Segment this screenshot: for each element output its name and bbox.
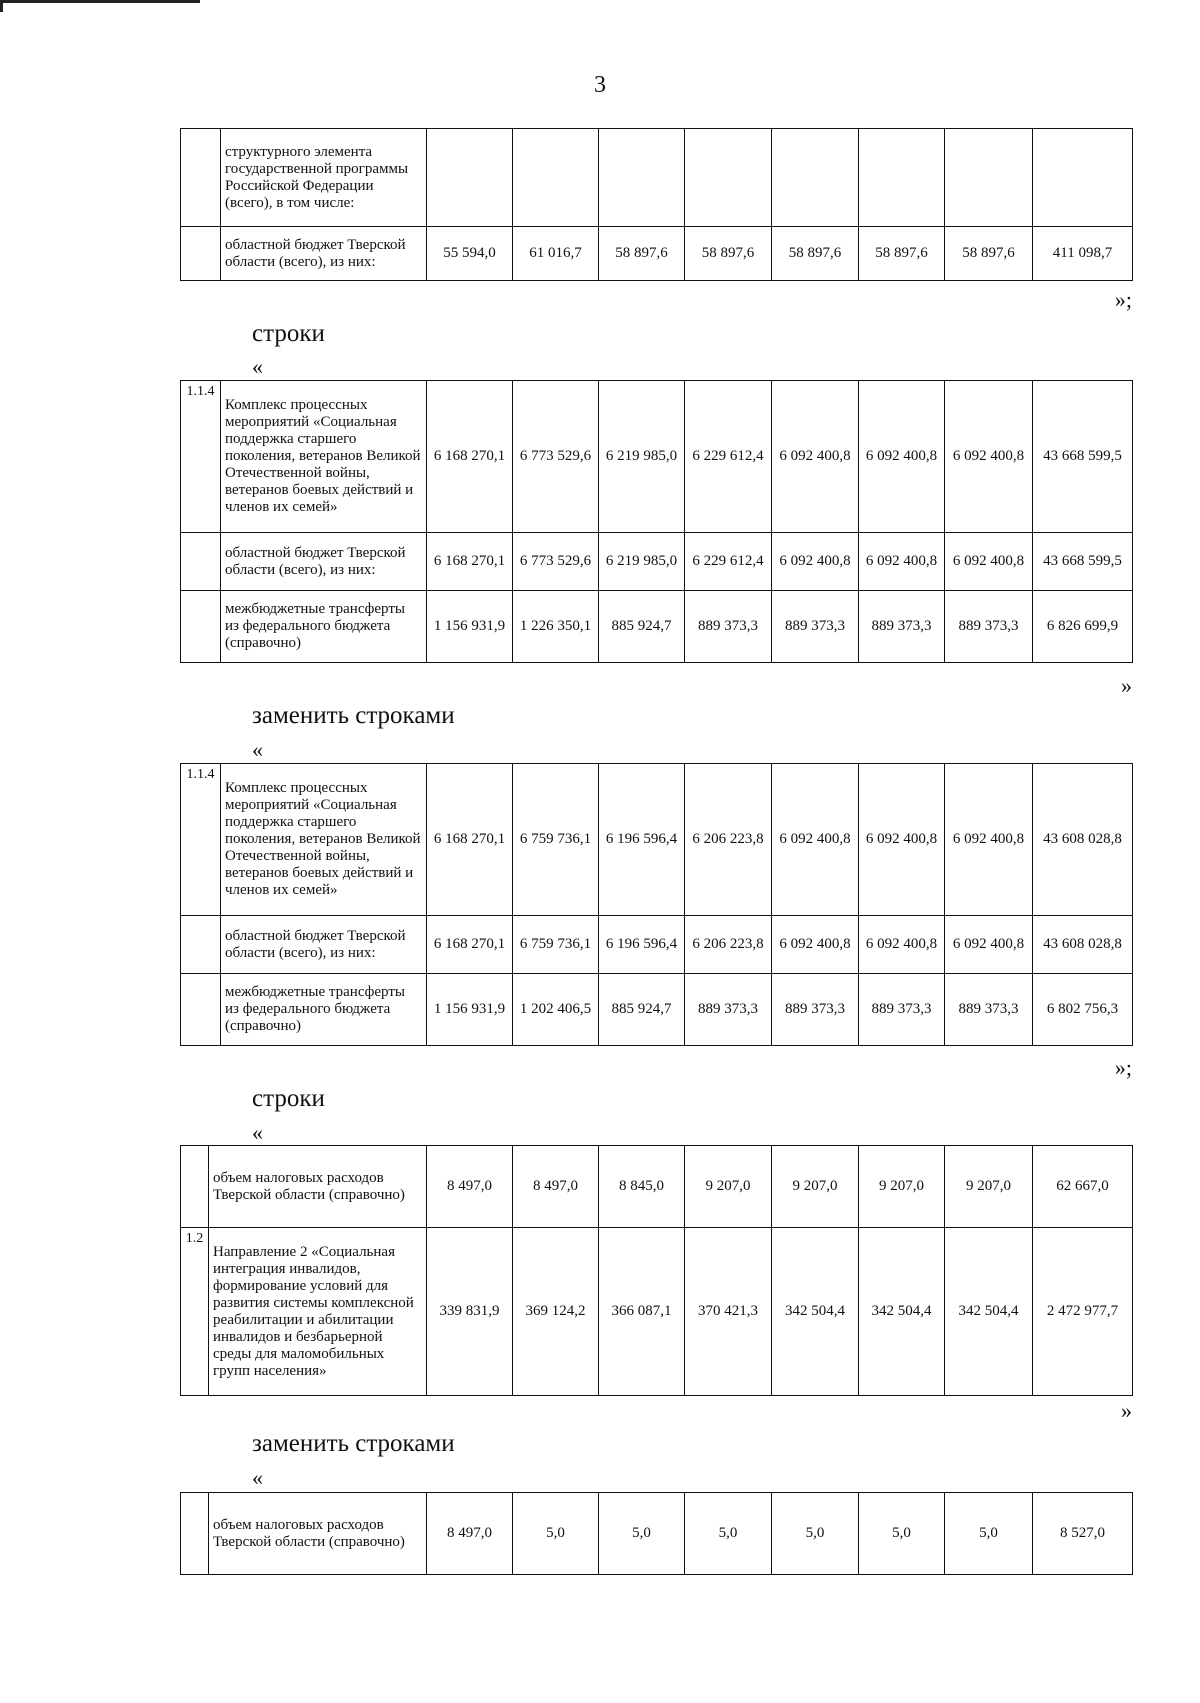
opening-quote-1: « <box>252 354 263 379</box>
row-index: 1.1.4 <box>181 381 221 533</box>
row-index <box>181 916 221 974</box>
value-cell: 6 759 736,1 <box>513 916 599 974</box>
value-cell: 58 897,6 <box>945 227 1033 281</box>
value-cell: 889 373,3 <box>945 974 1033 1046</box>
value-cell: 2 472 977,7 <box>1033 1228 1133 1396</box>
value-cell <box>1033 129 1133 227</box>
value-cell <box>772 129 859 227</box>
value-cell: 411 098,7 <box>1033 227 1133 281</box>
value-cell: 339 831,9 <box>427 1228 513 1396</box>
heading-rows-2: строки <box>252 1085 325 1112</box>
value-cell: 8 527,0 <box>1033 1493 1133 1575</box>
value-cell: 6 168 270,1 <box>427 533 513 591</box>
value-cell: 6 206 223,8 <box>685 916 772 974</box>
value-cell: 6 092 400,8 <box>859 533 945 591</box>
value-cell: 889 373,3 <box>772 974 859 1046</box>
row-index <box>181 227 221 281</box>
value-cell: 6 773 529,6 <box>513 381 599 533</box>
row-index: 1.2 <box>181 1228 209 1396</box>
row-label: структурного элемента государственной программы Российской Федерации (всего), в том числе: <box>221 129 427 227</box>
value-cell: 43 668 599,5 <box>1033 381 1133 533</box>
table-new-row-tax <box>180 1492 1133 1575</box>
value-cell: 6 759 736,1 <box>513 764 599 916</box>
value-cell: 6 196 596,4 <box>599 916 685 974</box>
table-row <box>181 129 1133 227</box>
table-row <box>181 1146 1133 1228</box>
value-cell: 6 092 400,8 <box>945 916 1033 974</box>
value-cell: 43 668 599,5 <box>1033 533 1133 591</box>
row-label: областной бюджет Тверской области (всего), из них: <box>221 533 427 591</box>
value-cell: 1 226 350,1 <box>513 591 599 663</box>
value-cell: 6 229 612,4 <box>685 533 772 591</box>
opening-quote-2: « <box>252 737 263 762</box>
value-cell: 885 924,7 <box>599 974 685 1046</box>
table-row <box>181 974 1133 1046</box>
value-cell: 366 087,1 <box>599 1228 685 1396</box>
value-cell: 6 168 270,1 <box>427 381 513 533</box>
value-cell: 6 092 400,8 <box>772 533 859 591</box>
value-cell: 9 207,0 <box>772 1146 859 1228</box>
value-cell: 885 924,7 <box>599 591 685 663</box>
closing-quote-4: » <box>1121 1398 1132 1423</box>
row-index <box>181 129 221 227</box>
value-cell <box>945 129 1033 227</box>
table-row <box>181 764 1133 916</box>
value-cell: 889 373,3 <box>772 591 859 663</box>
value-cell: 58 897,6 <box>859 227 945 281</box>
value-cell: 5,0 <box>772 1493 859 1575</box>
table-row <box>181 533 1133 591</box>
row-label: областной бюджет Тверской области (всего), из них: <box>221 227 427 281</box>
opening-quote-4: « <box>252 1465 263 1490</box>
table-old-rows-tax-and-1-2 <box>180 1145 1133 1396</box>
value-cell: 5,0 <box>859 1493 945 1575</box>
closing-quote-2: » <box>1121 673 1132 698</box>
value-cell: 1 156 931,9 <box>427 974 513 1046</box>
value-cell: 62 667,0 <box>1033 1146 1133 1228</box>
row-index: 1.1.4 <box>181 764 221 916</box>
value-cell: 9 207,0 <box>945 1146 1033 1228</box>
table-old-rows-1-1-4 <box>180 380 1133 663</box>
table-structural-element <box>180 128 1133 281</box>
value-cell: 6 206 223,8 <box>685 764 772 916</box>
row-label: межбюджетные трансферты из федерального бюджета (справочно) <box>221 591 427 663</box>
value-cell: 58 897,6 <box>685 227 772 281</box>
value-cell: 889 373,3 <box>685 974 772 1046</box>
value-cell: 1 202 406,5 <box>513 974 599 1046</box>
row-index <box>181 1493 209 1575</box>
closing-quote-3: »; <box>1114 1055 1132 1080</box>
value-cell: 43 608 028,8 <box>1033 916 1133 974</box>
row-index <box>181 591 221 663</box>
row-label: межбюджетные трансферты из федерального бюджета (справочно) <box>221 974 427 1046</box>
table-row <box>181 1493 1133 1575</box>
value-cell: 5,0 <box>513 1493 599 1575</box>
page-number: 3 <box>594 72 606 98</box>
value-cell: 8 497,0 <box>427 1493 513 1575</box>
value-cell: 9 207,0 <box>685 1146 772 1228</box>
value-cell: 6 229 612,4 <box>685 381 772 533</box>
opening-quote-3: « <box>252 1120 263 1145</box>
value-cell: 6 092 400,8 <box>945 533 1033 591</box>
scan-edge-mark-vertical <box>0 0 3 12</box>
scan-edge-mark <box>0 0 200 3</box>
value-cell: 6 092 400,8 <box>945 381 1033 533</box>
value-cell <box>513 129 599 227</box>
value-cell: 6 092 400,8 <box>772 916 859 974</box>
value-cell: 1 156 931,9 <box>427 591 513 663</box>
heading-replace-1: заменить строками <box>252 702 455 729</box>
row-label: областной бюджет Тверской области (всего), из них: <box>221 916 427 974</box>
value-cell: 6 092 400,8 <box>859 381 945 533</box>
heading-rows-1: строки <box>252 320 325 347</box>
row-label: Направление 2 «Социальная интеграция инвалидов, формирование условий для развития системы комплексной реабилитации и абилитации инвалидов и безбарьерной среды для маломобильных групп населения» <box>209 1228 427 1396</box>
value-cell: 889 373,3 <box>685 591 772 663</box>
value-cell: 6 219 985,0 <box>599 533 685 591</box>
value-cell: 6 196 596,4 <box>599 764 685 916</box>
row-label: Комплекс процессных мероприятий «Социальная поддержка старшего поколения, ветеранов Великой Отечественной войны, ветеранов боевых действий и членов их семей» <box>221 381 427 533</box>
value-cell: 369 124,2 <box>513 1228 599 1396</box>
value-cell: 8 497,0 <box>513 1146 599 1228</box>
value-cell: 6 092 400,8 <box>859 764 945 916</box>
value-cell: 370 421,3 <box>685 1228 772 1396</box>
value-cell: 342 504,4 <box>945 1228 1033 1396</box>
value-cell: 6 092 400,8 <box>772 381 859 533</box>
value-cell: 342 504,4 <box>772 1228 859 1396</box>
value-cell <box>685 129 772 227</box>
value-cell: 889 373,3 <box>859 591 945 663</box>
value-cell: 6 168 270,1 <box>427 916 513 974</box>
value-cell: 6 168 270,1 <box>427 764 513 916</box>
table-row <box>181 381 1133 533</box>
value-cell: 889 373,3 <box>859 974 945 1046</box>
value-cell: 8 845,0 <box>599 1146 685 1228</box>
value-cell: 6 826 699,9 <box>1033 591 1133 663</box>
value-cell: 58 897,6 <box>772 227 859 281</box>
value-cell: 9 207,0 <box>859 1146 945 1228</box>
table-row <box>181 1228 1133 1396</box>
value-cell: 6 092 400,8 <box>945 764 1033 916</box>
closing-quote-1: »; <box>1114 287 1132 312</box>
row-index <box>181 974 221 1046</box>
value-cell: 342 504,4 <box>859 1228 945 1396</box>
value-cell <box>599 129 685 227</box>
value-cell <box>859 129 945 227</box>
value-cell: 6 092 400,8 <box>772 764 859 916</box>
value-cell: 6 773 529,6 <box>513 533 599 591</box>
value-cell: 55 594,0 <box>427 227 513 281</box>
value-cell: 6 092 400,8 <box>859 916 945 974</box>
value-cell: 5,0 <box>945 1493 1033 1575</box>
heading-replace-2: заменить строками <box>252 1430 455 1457</box>
table-row <box>181 591 1133 663</box>
value-cell <box>427 129 513 227</box>
row-index <box>181 533 221 591</box>
table-row <box>181 916 1133 974</box>
value-cell: 6 802 756,3 <box>1033 974 1133 1046</box>
value-cell: 61 016,7 <box>513 227 599 281</box>
value-cell: 889 373,3 <box>945 591 1033 663</box>
table-new-rows-1-1-4 <box>180 763 1133 1046</box>
row-label: Комплекс процессных мероприятий «Социальная поддержка старшего поколения, ветеранов Великой Отечественной войны, ветеранов боевых действий и членов их семей» <box>221 764 427 916</box>
row-index <box>181 1146 209 1228</box>
value-cell: 6 219 985,0 <box>599 381 685 533</box>
value-cell: 5,0 <box>685 1493 772 1575</box>
row-label: объем налоговых расходов Тверской области (справочно) <box>209 1146 427 1228</box>
row-label: объем налоговых расходов Тверской области (справочно) <box>209 1493 427 1575</box>
value-cell: 8 497,0 <box>427 1146 513 1228</box>
table-row <box>181 227 1133 281</box>
value-cell: 43 608 028,8 <box>1033 764 1133 916</box>
value-cell: 5,0 <box>599 1493 685 1575</box>
value-cell: 58 897,6 <box>599 227 685 281</box>
